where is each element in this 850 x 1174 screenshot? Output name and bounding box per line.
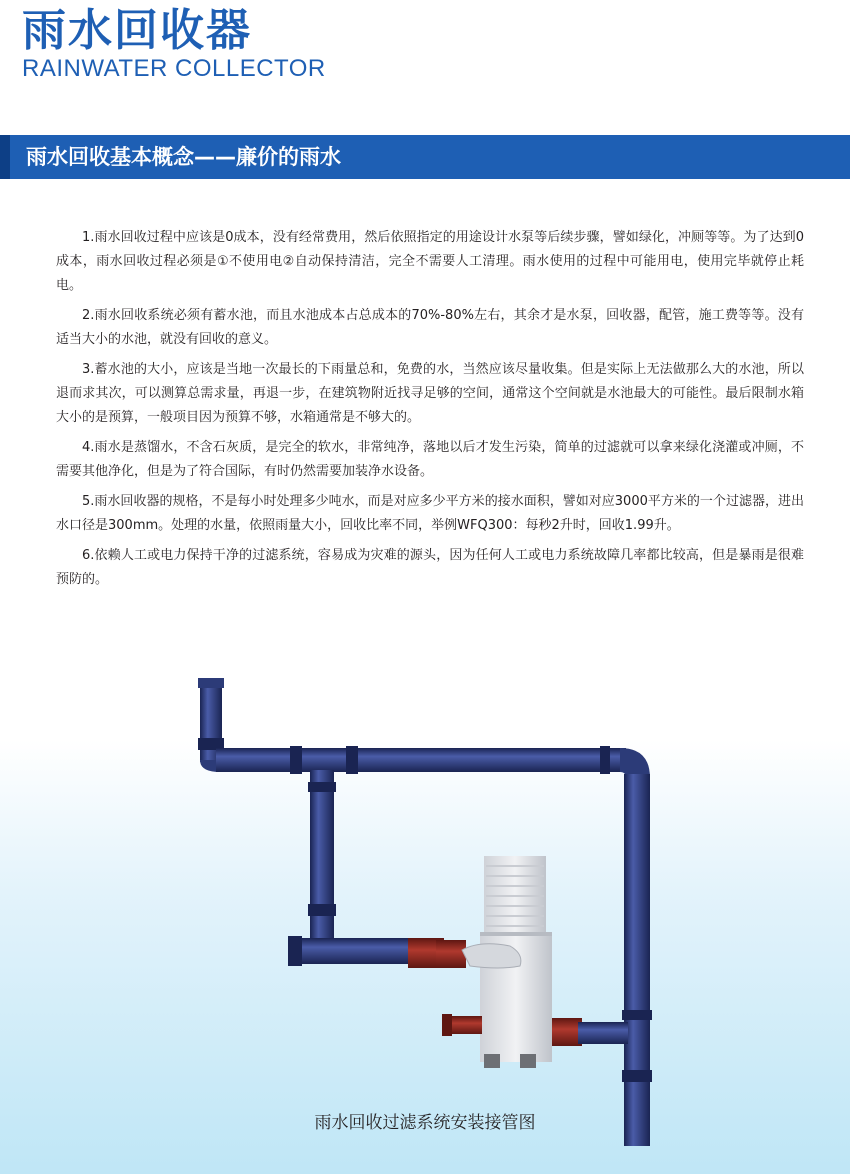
paragraph-5: 5.雨水回收器的规格，不是每小时处理多少吨水，而是对应多少平方米的接水面积，譬如对应3000平方米的一个过滤器，进出水口径是300mm。处理的水量，依照雨量大小，回收比率不同，举例WFQ300：每秒2升时，回收1.99升。	[56, 494, 804, 533]
page-title: 雨水回收器	[22, 5, 252, 56]
collector-ribs	[486, 866, 544, 926]
page-header	[22, 4, 326, 82]
rainwater-collector-unit	[462, 856, 552, 1068]
section-banner	[0, 135, 850, 179]
page-subtitle: RAINWATER COLLECTOR	[22, 55, 326, 82]
paragraph-6: 6.依赖人工或电力保持干净的过滤系统，容易成为灾难的源头，因为任何人工或电力系统故障几率都比较高，但是暴雨是很难预防的。	[56, 548, 804, 587]
overflow-pipe	[442, 1014, 482, 1036]
paragraph-3: 3.蓄水池的大小，应该是当地一次最长的下雨量总和，免费的水，当然应该尽量收集。但是实际上无法做那么大的水池，所以退而求其次，可以测算总需求量，再退一步，在建筑物附近找寻足够的空间，通常这个空间就是水池最大的可能性。最后限制水箱大小的是预算，一般项目因为预算不够，水箱通常是不够大的。	[56, 362, 804, 425]
main-horizontal-pipe	[216, 746, 626, 774]
paragraph-1: 1.雨水回收过程中应该是0成本，没有经常费用，然后依照指定的用途设计水泵等后续步骤，譬如绿化，冲厕等等。为了达到0成本，雨水回收过程必须是①不使用电②自动保持清洁，完全不需要人工清理。雨水使用的过程中可能用电，使用完毕就停止耗电。	[56, 230, 804, 293]
inlet-horizontal-pipe	[288, 936, 466, 968]
section-title: 雨水回收基本概念——廉价的雨水	[26, 145, 341, 169]
right-vertical-pipe	[620, 748, 652, 1146]
left-vertical-drop-pipe	[308, 770, 336, 960]
diagram-caption: 雨水回收过滤系统安装接管图	[314, 1113, 536, 1133]
outlet-pipe	[552, 1018, 628, 1046]
pipe-installation-diagram	[180, 670, 670, 1160]
body-text	[56, 226, 804, 598]
paragraph-4: 4.雨水是蒸馏水，不含石灰质，是完全的软水，非常纯净，落地以后才发生污染，简单的过滤就可以拿来绿化浇灌或冲厕，不需要其他净化，但是为了符合国际，有时仍然需要加装净水设备。	[56, 440, 804, 479]
section-banner-accent	[0, 135, 10, 179]
paragraph-2: 2.雨水回收系统必须有蓄水池，而且水池成本占总成本的70%-80%左右，其余才是水泵，回收器，配管，施工费等等。没有适当大小的水池，就没有回收的意义。	[56, 308, 804, 347]
